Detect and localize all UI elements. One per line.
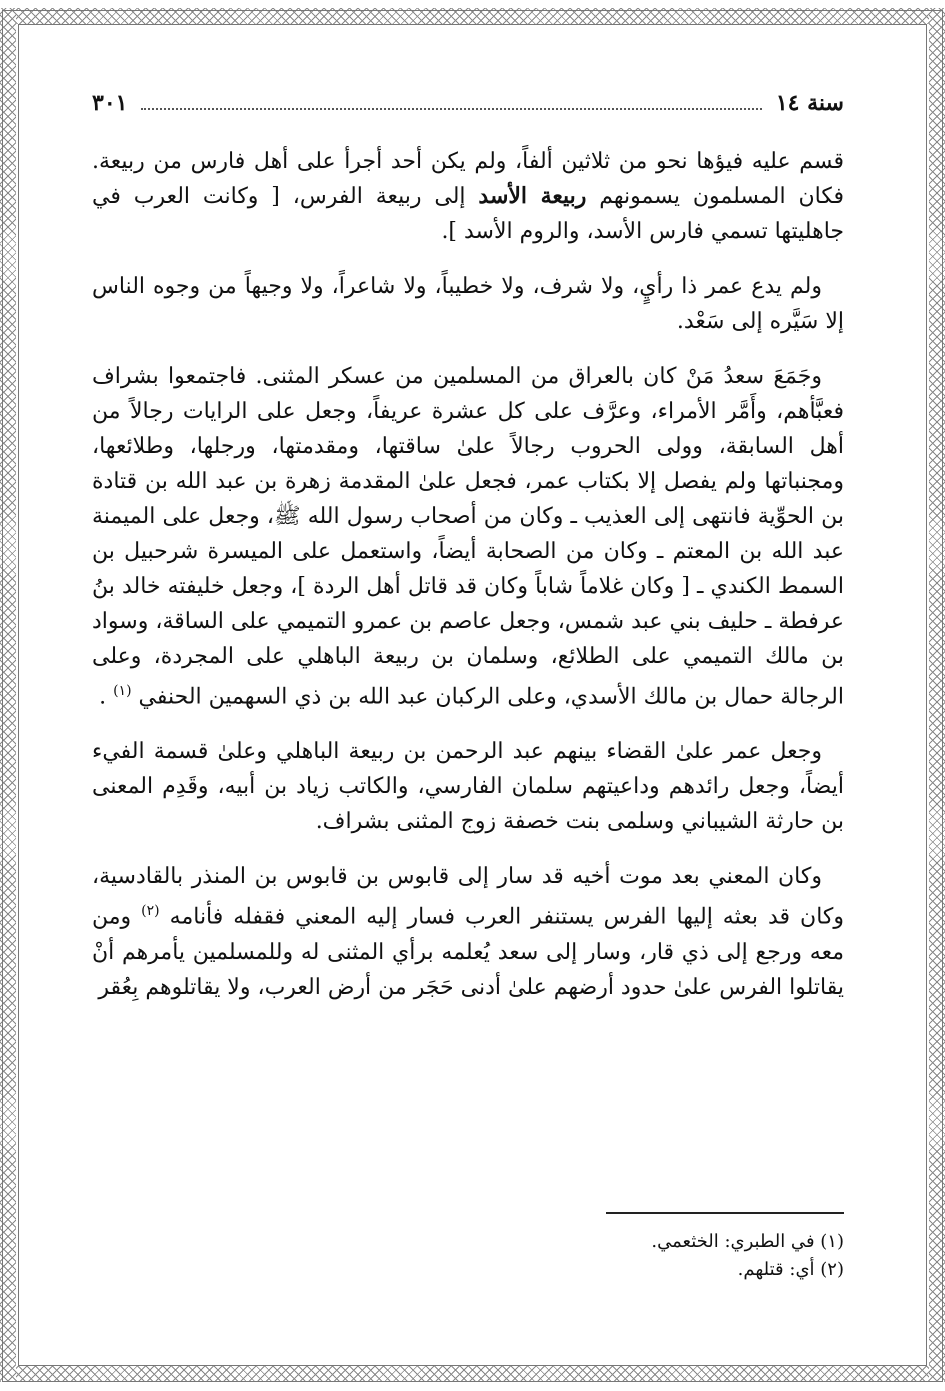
footnote-2: (٢) أي: قتلهم. xyxy=(737,1259,844,1280)
footnote-ref-1: (١) xyxy=(113,683,132,699)
page-number: ٣٠١ xyxy=(92,90,128,116)
footnote-separator-rule xyxy=(606,1212,844,1214)
paragraph-1-text-a: قسم عليه فيؤها نحو من ثلاثين ألفاً، ولم يكن أحد أجرأ على أهل فارس من ربيعة. فكان المسلمون يسمونهم xyxy=(92,149,844,209)
paragraph-1 xyxy=(92,144,844,249)
book-page xyxy=(92,80,844,1025)
paragraph-5-text-b: ومن معه ورجع إلى ذي قار، وسار إلى سعد يُعلمه برأي المثنى له وللمسلمين يأمرهم أنْ يقاتلوا الفرس علىٰ حدود أرضهم علىٰ أدنى حَجَر من أرض العرب، ولا يقاتلوهم بِعُقر xyxy=(92,904,844,1000)
paragraph-1-text-c: إلى ربيعة الفرس، [ وكانت العرب في جاهليتها تسمي فارس الأسد، والروم الأسد ]. xyxy=(92,184,844,244)
paragraph-3 xyxy=(92,359,844,714)
paragraph-5-text-a: وكان المعني بعد موت أخيه قد سار إلى قابوس بن قابوس بن المنذر بالقادسية، وكان قد بعثه إليها الفرس يستنفر العرب فسار إليه المعني فقفله فأنامه xyxy=(92,864,845,930)
running-head: سنة ١٤ xyxy=(775,90,844,116)
footnotes-section xyxy=(92,1212,844,1284)
paragraph-5 xyxy=(92,859,844,1004)
paragraph-3-text: وجَمَعَ سعدُ مَنْ كان بالعراق من المسلمين من عسكر المثنى. فاجتمعوا بشراف فعبَّأهم، وأَمَّر الأمراء، وعرَّف على كل عشرة عريفاً، وجعل على الرايات رجالاً من أهل السابقة، وولى الحروب رجالاً علىٰ ساقتها، ومقدمتها، ورجلها، وطلائعها، ومجنباتها ولم يفصل إلا بكتاب عمر، فجعل علىٰ المقدمة زهرة بن عبد الله بن قتادة بن الحوِّية فانتهى إلى العذيب ـ وكان من أصحاب رسول الله ﷺ، وجعل على الميمنة عبد الله بن المعتم ـ وكان من الصحابة أيضاً، واستعمل على الميسرة شرحبيل بن السمط الكندي ـ [ وكان غلاماً شاباً وكان قد قاتل أهل الردة ]، وجعل خليفته خالد بنُ عرفطة ـ حليف بني عبد شمس، وجعل عاصم بن عمرو التميمي على الساقة، وسواد بن مالك التميمي على الطلائع، وسلمان بن ربيعة الباهلي على المجردة، وعلى الرجالة حمال بن مالك الأسدي، وعلى الركبان عبد الله بن ذي السهمين الحنفي xyxy=(92,364,844,710)
footnote-ref-2: (٢) xyxy=(141,903,160,920)
paragraph-1-bold-phrase: ربيعة الأسد xyxy=(478,183,587,209)
paragraph-3-end: . xyxy=(99,684,114,710)
header-leader-dots xyxy=(141,108,761,110)
paragraph-2: ولم يدع عمر ذا رأيٍ، ولا شرف، ولا خطيباً، ولا شاعراً، ولا وجيهاً من وجوه الناس إلا سَيَّره إلى سَعْد. xyxy=(92,274,844,334)
footnote-1: (١) في الطبري: الخثعمي. xyxy=(651,1231,844,1252)
page-header xyxy=(92,80,844,116)
paragraph-4: وجعل عمر علىٰ القضاء بينهم عبد الرحمن بن ربيعة الباهلي وعلىٰ قسمة الفيء أيضاً، وجعل رائدهم وداعيتهم سلمان الفارسي، والكاتب زياد بن أبيه، وقَدِم المعنى بن حارثة الشيباني وسلمى بنت خصفة زوج المثنى بشراف. xyxy=(92,739,844,835)
